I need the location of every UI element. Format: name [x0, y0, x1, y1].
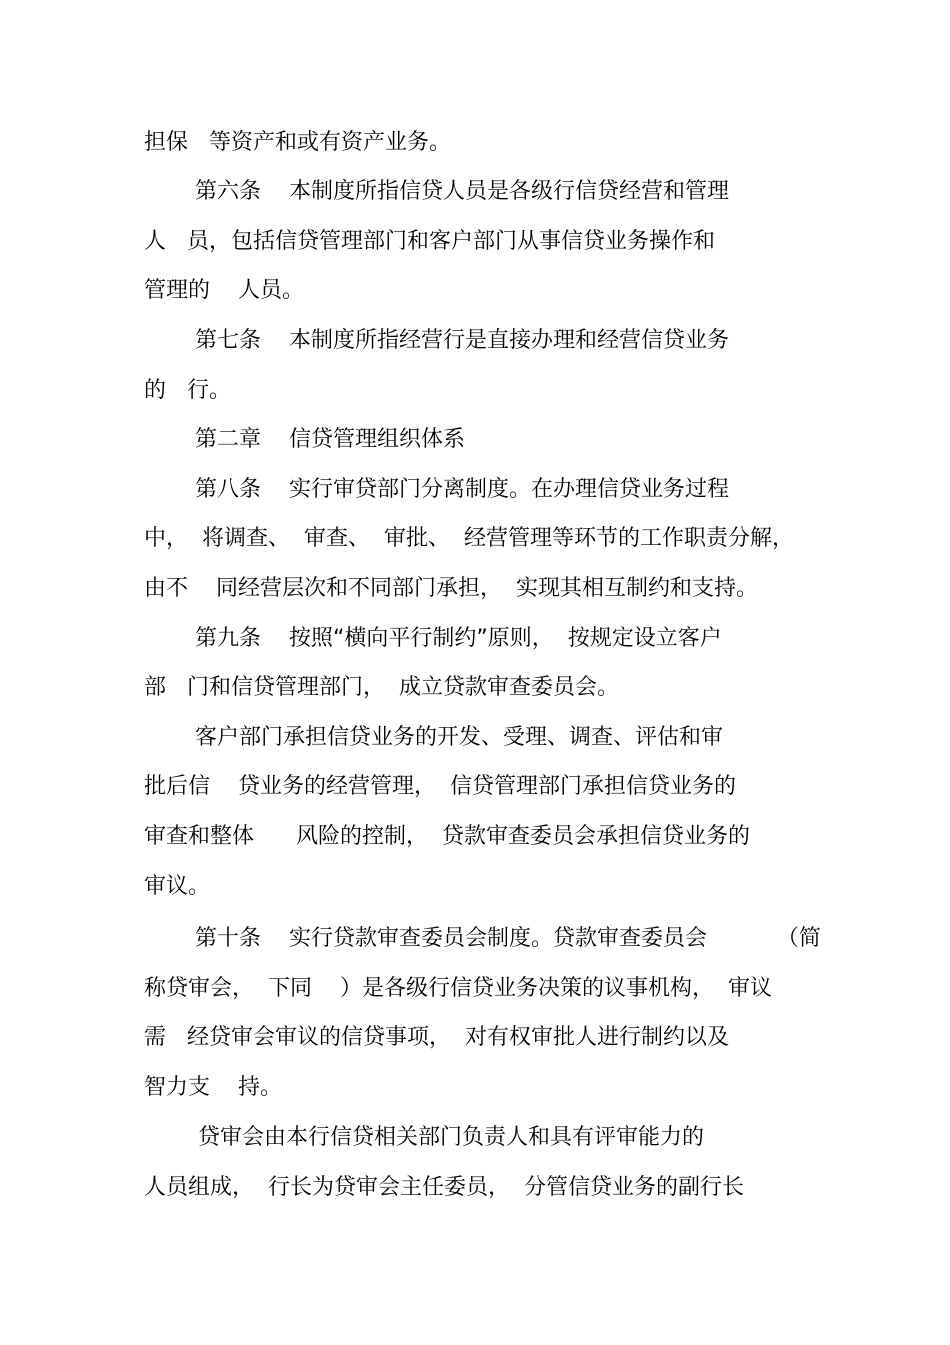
text-line: 管理的 人员。	[144, 278, 304, 303]
text-line: 中， 将调查、 审查、 审批、 经营管理等环节的工作职责分解，	[144, 526, 794, 551]
text-line: 客户部门承担信贷业务的开发、受理、调查、评估和审	[195, 725, 724, 750]
text-line: 审查和整体 风险的控制， 贷款审查委员会承担信贷业务的	[144, 824, 750, 849]
text-line: 部 门和信贷管理部门， 成立贷款审查委员会。	[144, 675, 619, 700]
chapter-heading: 第二章 信贷管理组织体系	[195, 427, 465, 452]
text-line: 的 行。	[144, 378, 231, 403]
text-line: 第七条 本制度所指经营行是直接办理和经营信贷业务	[195, 328, 729, 353]
text-line: 贷审会由本行信贷相关部门负责人和具有评审能力的	[198, 1125, 705, 1150]
text-line: 第九条 按照“横向平行制约”原则， 按规定设立客户	[195, 626, 722, 651]
text-line: 由不 同经营层次和不同部门承担， 实现其相互制约和支持。	[144, 576, 758, 601]
text-line: 第八条 实行审贷部门分离制度。在办理信贷业务过程	[195, 477, 729, 502]
text-line: 称贷审会， 下同 ）是各级行信贷业务决策的议事机构， 审议	[144, 976, 772, 1001]
text-line: 第六条 本制度所指信贷人员是各级行信贷经营和管理	[195, 179, 729, 204]
text-line: 审议。	[144, 874, 211, 899]
text-line: 批后信 贷业务的经营管理， 信贷管理部门承担信贷业务的	[144, 774, 736, 799]
text-line: 智力支 持。	[144, 1075, 282, 1100]
text-line: 需 经贷审会审议的信贷事项， 对有权审批人进行制约以及	[144, 1025, 729, 1050]
text-line: 担保 等资产和或有资产业务。	[144, 130, 451, 155]
text-line: 第十条 实行贷款审查委员会制度。贷款审查委员会 （简	[195, 926, 821, 951]
text-line: 人员组成， 行长为贷审会主任委员， 分管信贷业务的副行长	[144, 1175, 744, 1200]
text-line: 人 员，包括信贷管理部门和客户部门从事信贷业务操作和	[144, 229, 715, 254]
